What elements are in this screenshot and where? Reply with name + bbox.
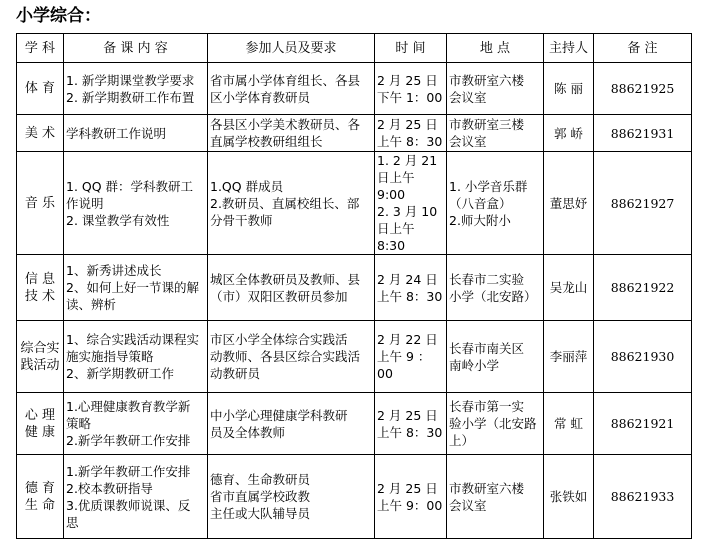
participants-cell-line: 分骨干教师: [210, 212, 273, 228]
time-cell: [375, 455, 447, 539]
time-cell: [375, 255, 447, 321]
participants-cell-line: 动教研员: [210, 366, 261, 381]
subject-cell: [17, 321, 64, 393]
place-cell: [447, 255, 544, 321]
subject-cell-line: 音 乐: [24, 195, 56, 211]
subject-cell-line: 德 育: [24, 480, 56, 496]
participants-cell-line: 省市属小学体育组长、各县: [210, 72, 361, 88]
participants-cell-line: 城区全体教研员及教师、县: [210, 271, 361, 287]
time-cell-line: 2 月 24 日: [377, 271, 438, 287]
place-cell-line: 1. 小学音乐群: [449, 178, 528, 194]
host-cell: 李丽萍: [544, 321, 594, 393]
participants-cell: [208, 255, 375, 321]
participants-cell-line: 动教师、各县区综合实践活: [210, 349, 361, 364]
place-cell: [447, 63, 544, 115]
participants-cell-line: 1.QQ 群成员: [210, 178, 284, 194]
place-cell-line: 南岭小学: [449, 357, 500, 373]
note-cell: 88621931: [594, 115, 692, 152]
time-cell-line: 上午 8：30: [377, 288, 443, 304]
content-cell-line: 1.心理健康教育教学新: [66, 399, 191, 414]
time-cell-line: 上午 8：30: [377, 424, 443, 440]
subject-cell: [17, 455, 64, 539]
table-row: [17, 63, 692, 115]
col-header-subject: 学 科: [17, 34, 64, 63]
header-row: [17, 34, 692, 63]
content-cell-line: 策略: [66, 416, 92, 431]
subject-cell-line: 心 理: [24, 407, 56, 423]
content-cell: [64, 255, 208, 321]
place-cell: [447, 115, 544, 152]
time-cell-line: 日上午 9:00: [377, 170, 415, 202]
participants-cell-line: 直属学校教研组组长: [210, 134, 323, 149]
col-header-participants: 参加人员及要求: [208, 34, 375, 63]
participants-cell-line: 各县区小学美术教研员、各: [210, 117, 361, 132]
participants-cell-line: 2.教研员、直属校组长、部: [210, 195, 360, 211]
participants-cell-line: 中小学心理健康学科教研: [210, 407, 348, 423]
col-header-host: 主持人: [544, 34, 594, 63]
participants-cell: [208, 393, 375, 455]
note-cell: 88621922: [594, 255, 692, 321]
content-cell-line: 1、新秀讲述成长: [66, 263, 162, 278]
time-cell-line: 2 月 22 日: [377, 332, 438, 347]
content-cell-line: 2. 课堂教学有效性: [66, 212, 170, 228]
table-row: [17, 115, 692, 152]
content-cell: [64, 455, 208, 539]
content-cell-line: 1、综合实践活动课程实: [66, 332, 199, 347]
place-cell-line: 市教研室六楼: [449, 480, 525, 496]
place-cell-line: 小学（北安路）: [449, 288, 537, 304]
content-cell-line: 2.新学年教研工作安排: [66, 433, 191, 448]
note-cell: 88621933: [594, 455, 692, 539]
note-cell: 88621921: [594, 393, 692, 455]
participants-cell-line: 员及全体教师: [210, 424, 286, 440]
participants-cell-line: 省市直属学校政教: [210, 489, 311, 504]
place-cell: [447, 393, 544, 455]
table-row: [17, 321, 692, 393]
place-cell-line: 市教研室六楼: [449, 72, 525, 88]
content-cell-line: 1.新学年教研工作安排: [66, 463, 191, 479]
subject-cell: [17, 152, 64, 255]
content-cell: [64, 63, 208, 115]
table-row: [17, 455, 692, 539]
subject-cell-line: 综合实: [20, 340, 60, 356]
subject-cell-line: 美 术: [24, 125, 56, 141]
content-cell-line: 思: [66, 514, 79, 530]
host-cell: 董思妤: [544, 152, 594, 255]
place-cell-line: 会议室: [449, 89, 487, 105]
participants-cell: [208, 115, 375, 152]
content-cell-line: 2、新学期教研工作: [66, 366, 174, 381]
time-cell-line: 上午 8：30: [377, 134, 443, 149]
subject-cell: [17, 393, 64, 455]
section-heading: 小学综合：: [16, 6, 101, 26]
note-cell: 88621925: [594, 63, 692, 115]
participants-cell: [208, 152, 375, 255]
time-cell: [375, 393, 447, 455]
place-cell-line: 2.师大附小: [449, 212, 511, 228]
subject-cell-line: 践活动: [20, 357, 60, 373]
time-cell-line: 上午 9：00: [377, 497, 443, 513]
content-cell-line: 作说明: [66, 195, 104, 211]
schedule-table: [16, 33, 692, 539]
host-cell: 张铁如: [544, 455, 594, 539]
time-cell-line: 2 月 25 日: [377, 72, 438, 88]
subject-cell-line: 信 息: [24, 271, 56, 287]
content-cell: [64, 152, 208, 255]
time-cell-line: 下午 1：00: [377, 89, 443, 105]
place-cell-line: 会议室: [449, 497, 487, 513]
place-cell: [447, 152, 544, 255]
table-row: [17, 255, 692, 321]
place-cell: [447, 455, 544, 539]
place-cell-line: 市教研室三楼: [449, 117, 525, 132]
time-cell: [375, 115, 447, 152]
col-header-content: 备 课 内 容: [64, 34, 208, 63]
subject-cell: [17, 255, 64, 321]
place-cell-line: 会议室: [449, 134, 487, 149]
note-cell: 88621930: [594, 321, 692, 393]
content-cell: [64, 115, 208, 152]
participants-cell-line: 市区小学全体综合实践活: [210, 332, 348, 347]
content-cell-line: 1. QQ 群：学科教研工: [66, 178, 194, 194]
place-cell-line: 长春市南关区: [449, 340, 525, 356]
content-cell-line: 1. 新学期课堂教学要求: [66, 72, 195, 88]
subject-cell-line: 体 育: [24, 81, 56, 96]
content-cell: [64, 393, 208, 455]
host-cell: 吴龙山: [544, 255, 594, 321]
time-cell: [375, 152, 447, 255]
subject-cell: [17, 115, 64, 152]
place-cell-line: （八音盒）: [449, 195, 512, 211]
content-cell-line: 学科教研工作说明: [66, 125, 167, 141]
time-cell-line: 上午 9 ：00: [377, 349, 431, 381]
table-row: [17, 152, 692, 255]
place-cell-line: 长春市二实验: [449, 271, 525, 287]
col-header-time: 时 间: [375, 34, 447, 63]
participants-cell-line: 主任或大队辅导员: [210, 506, 311, 521]
host-cell: 常 虹: [544, 393, 594, 455]
table-body: [17, 63, 692, 539]
host-cell: 陈 丽: [544, 63, 594, 115]
participants-cell-line: （市）双阳区教研员参加: [210, 288, 348, 304]
col-header-place: 地 点: [447, 34, 544, 63]
participants-cell-line: 德育、生命教研员: [210, 472, 311, 487]
participants-cell: [208, 63, 375, 115]
content-cell-line: 读、辨析: [66, 297, 117, 312]
participants-cell-line: 区小学体育教研员: [210, 89, 311, 105]
note-cell: 88621927: [594, 152, 692, 255]
place-cell-line: 验小学（北安路: [449, 416, 537, 431]
content-cell-line: 3.优质课教师说课、反: [66, 497, 191, 513]
participants-cell: [208, 321, 375, 393]
participants-cell: [208, 455, 375, 539]
time-cell-line: 1. 2 月 21: [377, 153, 438, 168]
subject-cell-line: 生 命: [24, 497, 56, 513]
host-cell: 郭 峤: [544, 115, 594, 152]
place-cell: [447, 321, 544, 393]
subject-cell-line: 技 术: [24, 288, 56, 304]
col-header-note: 备 注: [594, 34, 692, 63]
time-cell: [375, 321, 447, 393]
time-cell-line: 2. 3 月 10: [377, 204, 438, 219]
table-row: [17, 393, 692, 455]
time-cell-line: 2 月 25 日: [377, 480, 438, 496]
subject-cell: [17, 63, 64, 115]
subject-cell-line: 健 康: [24, 424, 56, 440]
content-cell-line: 2. 新学期教研工作布置: [66, 89, 195, 105]
time-cell-line: 日上午 8:30: [377, 221, 415, 253]
time-cell: [375, 63, 447, 115]
content-cell-line: 2、如何上好一节课的解: [66, 280, 199, 295]
content-cell-line: 2.校本教研指导: [66, 480, 153, 496]
place-cell-line: 长春市第一实: [449, 399, 525, 414]
time-cell-line: 2 月 25 日: [377, 117, 438, 132]
time-cell-line: 2 月 25 日: [377, 407, 438, 423]
place-cell-line: 上）: [449, 433, 475, 448]
content-cell: [64, 321, 208, 393]
content-cell-line: 施实施指导策略: [66, 349, 154, 364]
